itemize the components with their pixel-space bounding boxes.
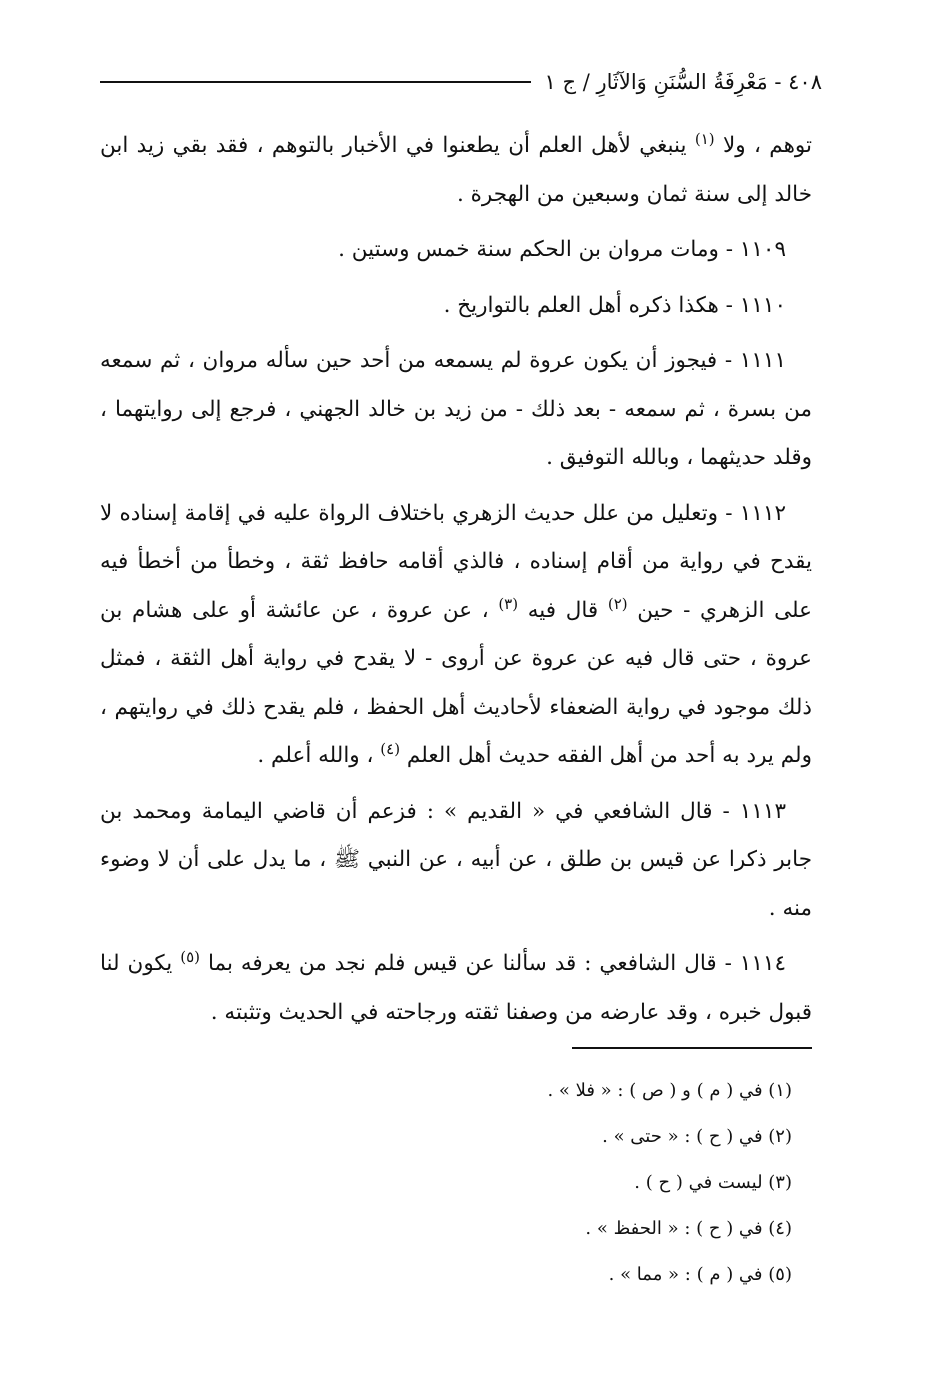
footnotes bbox=[100, 1068, 792, 1298]
footnote-ref-4[interactable]: (٤) bbox=[380, 739, 401, 758]
footnote-separator bbox=[572, 1047, 812, 1049]
footnote-5: (٥) في ( م ) : « مما » . bbox=[608, 1264, 792, 1285]
footnote-ref-5[interactable]: (٥) bbox=[180, 947, 201, 966]
page-header bbox=[100, 62, 822, 102]
footnote-4: (٤) في ( ح ) : « الحفظ » . bbox=[585, 1218, 792, 1239]
paragraph-1: توهم ، ولا $^{(١)}$ ينبغي لأهل العلم أن يطعنوا في الأخبار بالتوهم ، فقد بقي زيد ابن خالد إلى سنة ثمان وسبعين من الهجرة . bbox=[100, 129, 812, 207]
footnote-ref-1[interactable]: (١) bbox=[694, 129, 715, 148]
paragraph-1113: ١١١٣ - قال الشافعي في « القديم » : فزعم أن قاضي اليمامة ومحمد بن جابر ذكرا عن قيس بن طلق ، عن أبيه ، عن النبي ﷺ ، ما يدل على أن لا وضوء منه . bbox=[100, 798, 812, 921]
main-text bbox=[100, 122, 812, 1044]
footnote-ref-3[interactable]: (٣) bbox=[498, 594, 519, 613]
paragraph-1114: ١١١٤ - قال الشافعي : قد سألنا عن قيس فلم نجد من يعرفه بما $^{(٥)}$ يكون لنا قبول خبره ، وقد عارضه من وصفنا ثقته ورجاحته في الحديث وتثبته . bbox=[100, 947, 812, 1025]
footnote-2: (٢) في ( ح ) : « حتى » . bbox=[602, 1126, 792, 1147]
paragraph-1111: ١١١١ - فيجوز أن يكون عروة لم يسمعه من أحد حين سأله مروان ، ثم سمعه من بسرة ، ثم سمعه - بعد ذلك - من زيد بن خالد الجهني ، فرجع إلى روايتهما ، وقلد حديثهما ، وبالله التوفيق . bbox=[100, 348, 812, 470]
footnote-1: (١) في ( م ) و ( ص ) : « فلا » . bbox=[547, 1080, 792, 1101]
footnote-ref-2[interactable]: (٢) bbox=[607, 594, 628, 613]
running-title: ٤٠٨ - مَعْرِفَةُ السُّنَنِ وَالآثَارِ / ج ١ bbox=[544, 70, 822, 94]
paragraph-1110: ١١١٠ - هكذا ذكره أهل العلم بالتواريخ . bbox=[443, 292, 786, 318]
header-rule bbox=[100, 81, 531, 83]
paragraph-1109: ١١٠٩ - ومات مروان بن الحكم سنة خمس وستين . bbox=[338, 237, 786, 262]
paragraph-1112: ١١١٢ - وتعليل من علل حديث الزهري باختلاف الرواة عليه في إقامة إسناده لا يقدح في رواية من أقام إسناده ، فالذي أقامه حافظ ثقة ، وخطأ من أخطأ فيه على الزهري - حين $^{(٢)}$ قال فيه $^{(٣)}$ ، عن عروة ، عن عائشة أو على هشام بن عروة ، حتى قال فيه عن عروة عن أروى - لا يقدح في رواية أهل الثقة ، فمثل ذلك موجود في رواية الضعفاء لأحاديث أهل الحفظ ، فلم يقدح ذلك في روايتهم ، ولم يرد به أحد من أهل الفقه حديث أهل العلم $^{(٤)}$ ، والله أعلم . bbox=[100, 500, 812, 768]
footnote-3: (٣) ليست في ( ح ) . bbox=[634, 1172, 792, 1193]
